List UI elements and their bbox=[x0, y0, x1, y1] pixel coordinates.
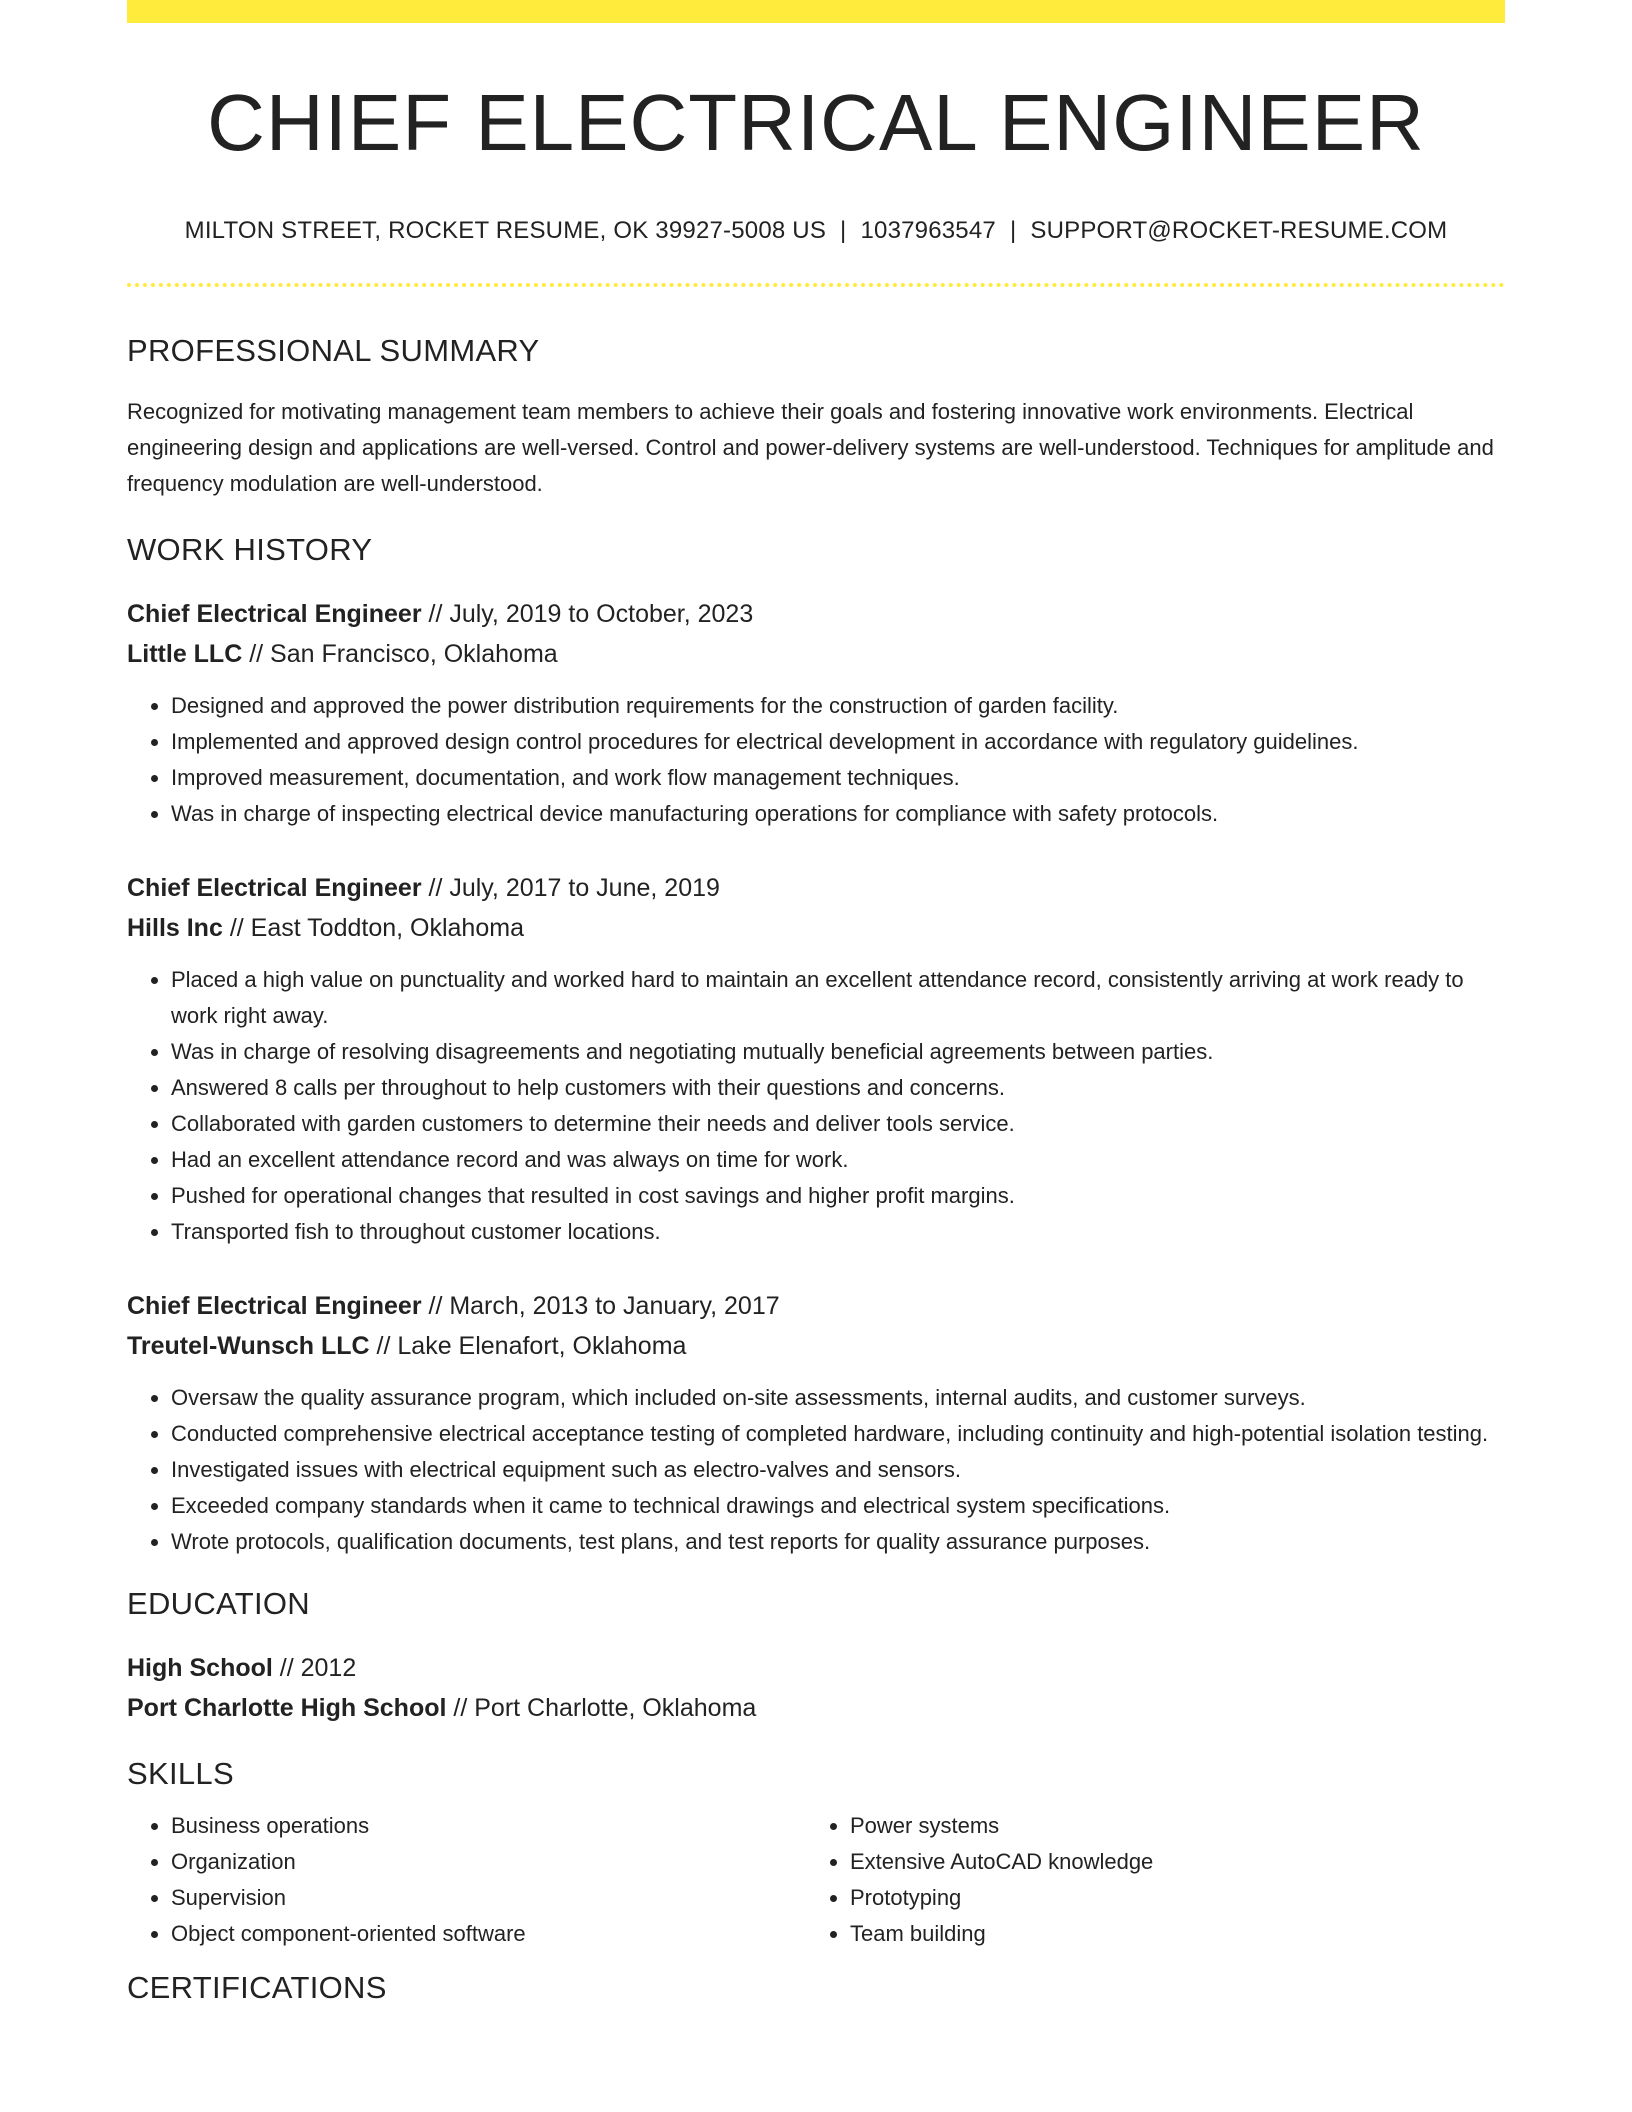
job-company: Hills Inc bbox=[127, 914, 223, 942]
education-heading: EDUCATION bbox=[127, 1586, 310, 1621]
job-location: // Lake Elenafort, Oklahoma bbox=[369, 1332, 687, 1360]
job-entry bbox=[127, 594, 1505, 832]
job-location: // San Francisco, Oklahoma bbox=[242, 640, 558, 668]
resume-page bbox=[127, 0, 1505, 2006]
education-degree-line bbox=[127, 1648, 1505, 1688]
contact-line bbox=[127, 217, 1505, 245]
list-item: • Exceeded company standards when it came to technical drawings and electrical system specifications. bbox=[171, 1488, 1505, 1524]
list-item: • Wrote protocols, qualification documents, test plans, and test reports for quality assurance purposes. bbox=[171, 1524, 1505, 1560]
education-location: // Port Charlotte, Oklahoma bbox=[446, 1694, 757, 1722]
page-title: CHIEF ELECTRICAL ENGINEER bbox=[207, 78, 1425, 167]
skills-list-left bbox=[127, 1808, 806, 1952]
job-bullets bbox=[127, 688, 1505, 832]
job-company-line bbox=[127, 908, 1505, 948]
skill-item: • Business operations bbox=[171, 1808, 806, 1844]
job-company: Treutel-Wunsch LLC bbox=[127, 1332, 370, 1360]
education-degree: High School bbox=[127, 1654, 273, 1682]
job-role: Chief Electrical Engineer bbox=[127, 600, 422, 628]
job-company-line bbox=[127, 1326, 1505, 1366]
job-dates: // March, 2013 to January, 2017 bbox=[421, 1292, 780, 1320]
summary-text: Recognized for motivating management team members to achieve their goals and fostering innovative work environments. Electrical engineering design and applications are well-versed. Control and power-delivery systems are well-understood. Techniques for amplitude and frequency modulation are well-understood. bbox=[127, 399, 1494, 496]
job-role: Chief Electrical Engineer bbox=[127, 874, 422, 902]
list-item: • Implemented and approved design control procedures for electrical development in accordance with regulatory guidelines. bbox=[171, 724, 1505, 760]
list-item: • Designed and approved the power distribution requirements for the construction of garden facility. bbox=[171, 688, 1505, 724]
job-bullets bbox=[127, 1380, 1505, 1560]
skill-item: • Team building bbox=[850, 1916, 1485, 1952]
job-entry bbox=[127, 1286, 1505, 1560]
list-item: • Conducted comprehensive electrical acceptance testing of completed hardware, including continuity and high-potential isolation testing. bbox=[171, 1416, 1505, 1452]
list-item: • Pushed for operational changes that resulted in cost savings and higher profit margins. bbox=[171, 1178, 1505, 1214]
job-title-line bbox=[127, 868, 1505, 908]
skills-list-right bbox=[806, 1808, 1485, 1952]
phone: 1037963547 bbox=[860, 217, 996, 244]
list-item: • Had an excellent attendance record and was always on time for work. bbox=[171, 1142, 1505, 1178]
job-location: // East Toddton, Oklahoma bbox=[222, 914, 524, 942]
work-history-heading: WORK HISTORY bbox=[127, 532, 373, 567]
education-entry bbox=[127, 1648, 1505, 1728]
skill-item: • Object component-oriented software bbox=[171, 1916, 806, 1952]
list-item: • Answered 8 calls per throughout to help customers with their questions and concerns. bbox=[171, 1070, 1505, 1106]
education-school: Port Charlotte High School bbox=[127, 1694, 447, 1722]
list-item: • Transported fish to throughout customer locations. bbox=[171, 1214, 1505, 1250]
skill-item: • Prototyping bbox=[850, 1880, 1485, 1916]
dotted-divider bbox=[127, 283, 1505, 287]
contact-separator: | bbox=[840, 217, 847, 244]
job-title-line bbox=[127, 594, 1505, 634]
certifications-heading: CERTIFICATIONS bbox=[127, 1970, 387, 2005]
job-title-line bbox=[127, 1286, 1505, 1326]
email-link[interactable]: SUPPORT@ROCKET-RESUME.COM bbox=[1030, 217, 1448, 244]
skill-item: • Supervision bbox=[171, 1880, 806, 1916]
skill-item: • Extensive AutoCAD knowledge bbox=[850, 1844, 1485, 1880]
list-item: • Collaborated with garden customers to determine their needs and deliver tools service. bbox=[171, 1106, 1505, 1142]
skills-heading: SKILLS bbox=[127, 1756, 234, 1791]
job-role: Chief Electrical Engineer bbox=[127, 1292, 422, 1320]
job-entry bbox=[127, 868, 1505, 1250]
list-item: • Improved measurement, documentation, and work flow management techniques. bbox=[171, 760, 1505, 796]
job-company-line bbox=[127, 634, 1505, 674]
list-item: • Was in charge of inspecting electrical device manufacturing operations for compliance with safety protocols. bbox=[171, 796, 1505, 832]
contact-separator: | bbox=[1009, 217, 1017, 244]
education-year: // 2012 bbox=[272, 1654, 357, 1682]
summary-heading: PROFESSIONAL SUMMARY bbox=[127, 333, 540, 368]
job-dates: // July, 2019 to October, 2023 bbox=[421, 600, 754, 628]
skills-columns bbox=[127, 1808, 1505, 1952]
list-item: • Investigated issues with electrical equipment such as electro-valves and sensors. bbox=[171, 1452, 1505, 1488]
skill-item: • Organization bbox=[171, 1844, 806, 1880]
address: MILTON STREET, ROCKET RESUME, OK 39927-5008 US bbox=[184, 217, 827, 244]
list-item: • Was in charge of resolving disagreements and negotiating mutually beneficial agreements between parties. bbox=[171, 1034, 1505, 1070]
job-dates: // July, 2017 to June, 2019 bbox=[421, 874, 720, 902]
job-bullets bbox=[127, 962, 1505, 1250]
skill-item: • Power systems bbox=[850, 1808, 1485, 1844]
job-company: Little LLC bbox=[127, 640, 243, 668]
education-school-line bbox=[127, 1688, 1505, 1728]
list-item: • Oversaw the quality assurance program, which included on-site assessments, internal audits, and customer surveys. bbox=[171, 1380, 1505, 1416]
list-item: • Placed a high value on punctuality and worked hard to maintain an excellent attendance record, consistently arriving at work ready to work right away. bbox=[171, 962, 1505, 1034]
accent-bar bbox=[127, 0, 1505, 23]
